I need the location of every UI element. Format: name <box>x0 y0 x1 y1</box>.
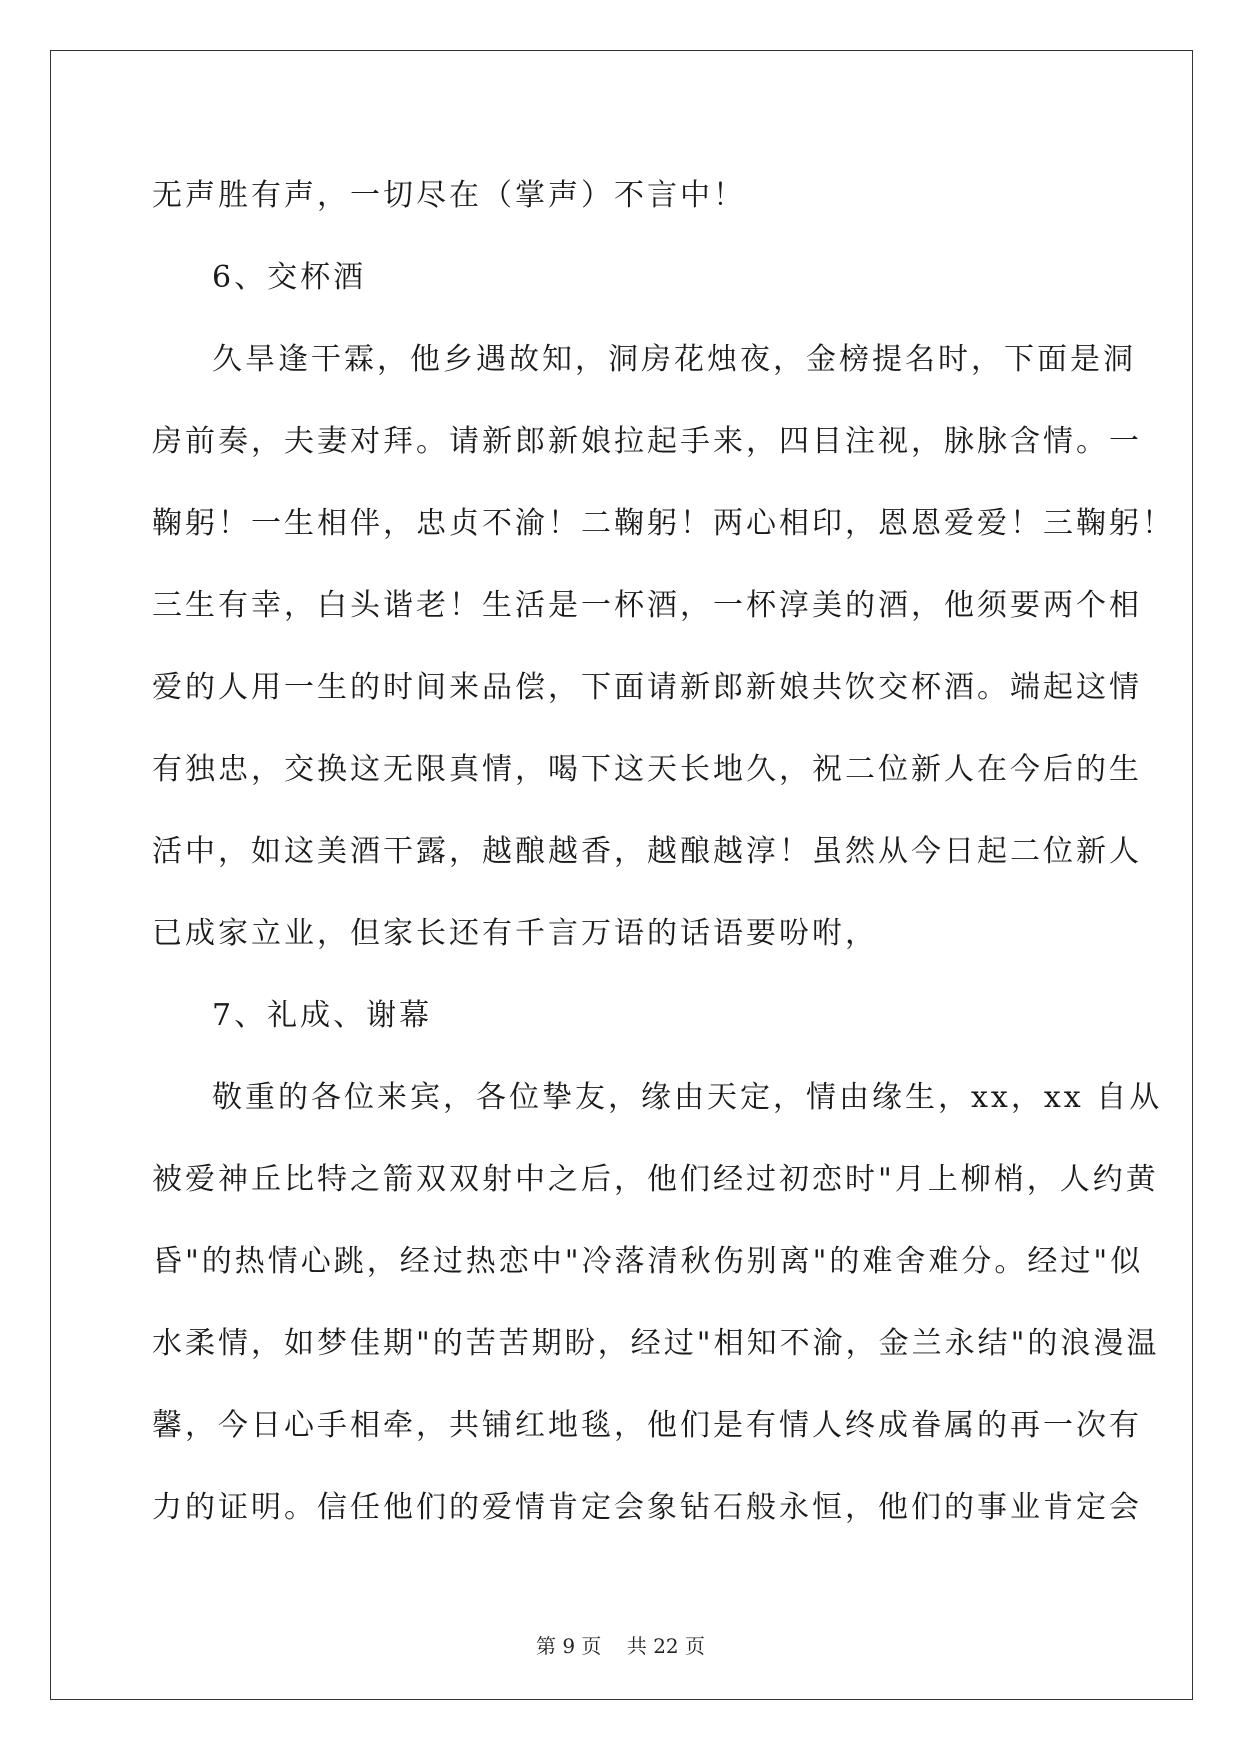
text-line: 水柔情，如梦佳期"的苦苦期盼，经过"相知不渝，金兰永结"的浪漫温 <box>152 1326 1160 1361</box>
text-line: 有独忠，交换这无限真情，喝下这天长地久，祝二位新人在今后的生 <box>152 752 1142 787</box>
text-line: 爱的人用一生的时间来品偿，下面请新郎新娘共饮交杯酒。端起这情 <box>152 670 1142 705</box>
page-number-footer: 第 9 页 共 22 页 <box>535 1634 706 1658</box>
text-line: 久旱逢干霖，他乡遇故知，洞房花烛夜，金榜提名时，下面是洞 <box>212 342 1136 377</box>
text-line: 已成家立业，但家长还有千言万语的话语要吩咐， <box>152 916 878 951</box>
text-line: 无声胜有声，一切尽在（掌声）不言中！ <box>152 178 746 213</box>
text-line: 昏"的热情心跳，经过热恋中"冷落清秋伤别离"的难舍难分。经过"似 <box>152 1244 1144 1279</box>
section-heading: 6、交杯酒 <box>212 260 367 295</box>
text-line: 鞠躬！一生相伴，忠贞不渝！二鞠躬！两心相印，恩恩爱爱！三鞠躬！ <box>152 506 1175 541</box>
section-heading: 7、礼成、谢幕 <box>212 998 433 1033</box>
text-line: 被爱神丘比特之箭双双射中之后，他们经过初恋时"月上柳梢，人约黄 <box>152 1162 1159 1197</box>
text-line: 馨，今日心手相牵，共铺红地毯，他们是有情人终成眷属的再一次有 <box>152 1408 1142 1443</box>
document-body <box>152 155 1175 1549</box>
text-line: 力的证明。信任他们的爱情肯定会象钻石般永恒，他们的事业肯定会 <box>152 1490 1142 1525</box>
text-line: 三生有幸，白头谐老！生活是一杯酒，一杯淳美的酒，他须要两个相 <box>152 588 1142 623</box>
text-line: 活中，如这美酒干露，越酿越香，越酿越淳！虽然从今日起二位新人 <box>152 834 1142 869</box>
text-line: 房前奏，夫妻对拜。请新郎新娘拉起手来，四目注视，脉脉含情。一 <box>152 424 1142 459</box>
text-line: 敬重的各位来宾，各位挚友，缘由天定，情由缘生，xx，xx 自从 <box>212 1080 1163 1115</box>
